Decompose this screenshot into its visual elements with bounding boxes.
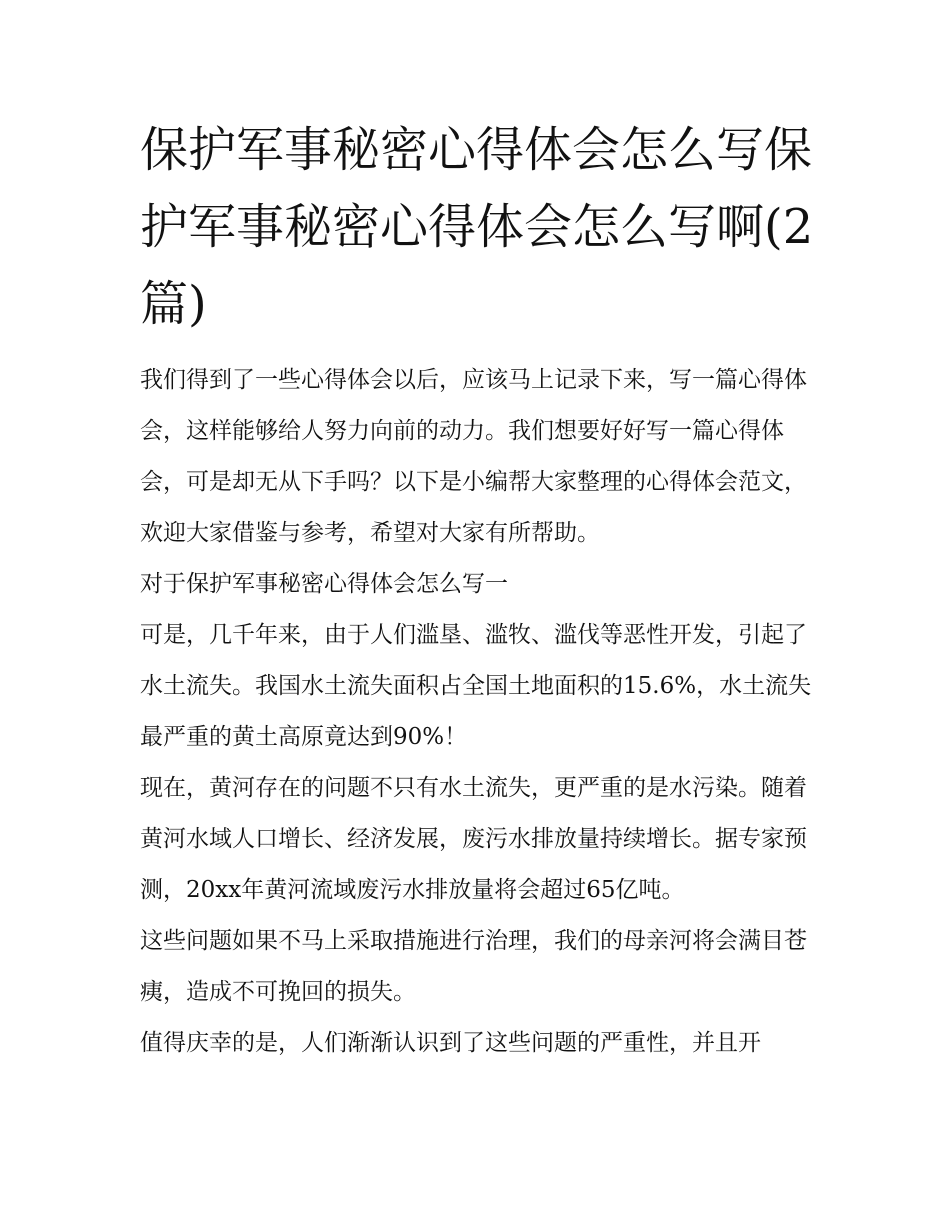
paragraph-intro: 我们得到了一些心得体会以后，应该马上记录下来，写一篇心得体会，这样能够给人努力向前的动力。我们想要好好写一篇心得体会，可是却无从下手吗？以下是小编帮大家整理的心得体会范文，欢迎大家借鉴与参考，希望对大家有所帮助。 xyxy=(140,367,807,546)
paragraph-soil-erosion: 可是，几千年来，由于人们滥垦、滥牧、滥伐等恶性开发，引起了水土流失。我国水土流失面积占全国土地面积的15.6%，水土流失最严重的黄土高原竟达到90%！ xyxy=(140,622,812,750)
document-body xyxy=(140,112,820,1069)
paragraph-consequence: 这些问题如果不马上采取措施进行治理，我们的母亲河将会满目苍痍，造成不可挽回的损失。 xyxy=(140,928,807,1005)
paragraph-water-pollution: 现在，黄河存在的问题不只有水土流失，更严重的是水污染。随着黄河水域人口增长、经济发展，废污水排放量持续增长。据专家预测，20xx年黄河流域废污水排放量将会超过65亿吨。 xyxy=(140,775,807,903)
paragraph-section-heading: 对于保护军事秘密心得体会怎么写一 xyxy=(140,571,508,597)
document-title: 保护军事秘密心得体会怎么写保护军事秘密心得体会怎么写啊(2篇) xyxy=(140,122,814,332)
paragraph-awareness: 值得庆幸的是，人们渐渐认识到了这些问题的严重性，并且开 xyxy=(140,1030,761,1056)
